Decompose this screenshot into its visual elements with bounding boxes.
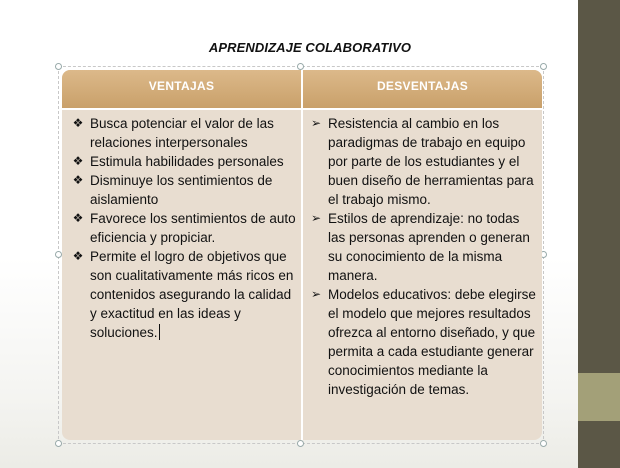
slide-side-accent xyxy=(578,373,620,421)
header-desventajas[interactable]: DESVENTAJAS xyxy=(376,79,469,93)
cell-desventajas[interactable] xyxy=(308,114,536,399)
list-item: ❖ Disminuye los sentimientos de aislamiento xyxy=(70,171,296,209)
cell-ventajas[interactable] xyxy=(70,114,296,342)
resize-handle-top[interactable] xyxy=(297,63,304,70)
resize-handle-top-left[interactable] xyxy=(55,63,62,70)
arrow-bullet-icon: ➢ xyxy=(310,116,322,130)
diamond-bullet-icon: ❖ xyxy=(72,116,84,130)
diamond-bullet-icon: ❖ xyxy=(72,211,84,225)
slide-title-text: APRENDIZAJE COLABORATIVO xyxy=(208,40,412,55)
resize-handle-top-right[interactable] xyxy=(540,63,547,70)
list-item: ➢ Resistencia al cambio en los paradigmas de trabajo en equipo por parte de los estudiantes y el buen diseño de herramientas para el trabajo mismo. xyxy=(308,114,536,209)
resize-handle-bottom[interactable] xyxy=(297,440,304,447)
list-item: ❖ Permite el logro de objetivos que son cualitativamente más ricos en contenidos asegurando la calidad y exactitud en las ideas y soluciones. xyxy=(70,247,296,342)
diamond-bullet-icon: ❖ xyxy=(72,173,84,187)
resize-handle-left[interactable] xyxy=(55,251,62,258)
list-item: ❖ Busca potenciar el valor de las relaciones interpersonales xyxy=(70,114,296,152)
diamond-bullet-icon: ❖ xyxy=(72,154,84,168)
slide-title[interactable] xyxy=(0,40,620,55)
arrow-bullet-icon: ➢ xyxy=(310,211,322,225)
text-cursor xyxy=(159,324,160,340)
arrow-bullet-icon: ➢ xyxy=(310,287,322,301)
resize-handle-bottom-left[interactable] xyxy=(55,440,62,447)
list-item: ❖ Estimula habilidades personales xyxy=(70,152,296,171)
list-item: ➢ Modelos educativos: debe elegirse el modelo que mejores resultados ofrezca al entorno diseñado, y que permita a cada estudiante generar conocimientos mediante la investigación de temas. xyxy=(308,285,536,399)
column-divider xyxy=(301,70,303,440)
list-item: ❖ Favorece los sentimientos de auto eficiencia y propiciar. xyxy=(70,209,296,247)
diamond-bullet-icon: ❖ xyxy=(72,249,84,263)
comparison-table[interactable] xyxy=(62,70,542,440)
header-ventajas[interactable]: VENTAJAS xyxy=(148,79,215,93)
list-item: ➢ Estilos de aprendizaje: no todas las personas aprenden o generan su conocimiento de la misma manera. xyxy=(308,209,536,285)
resize-handle-bottom-right[interactable] xyxy=(540,440,547,447)
